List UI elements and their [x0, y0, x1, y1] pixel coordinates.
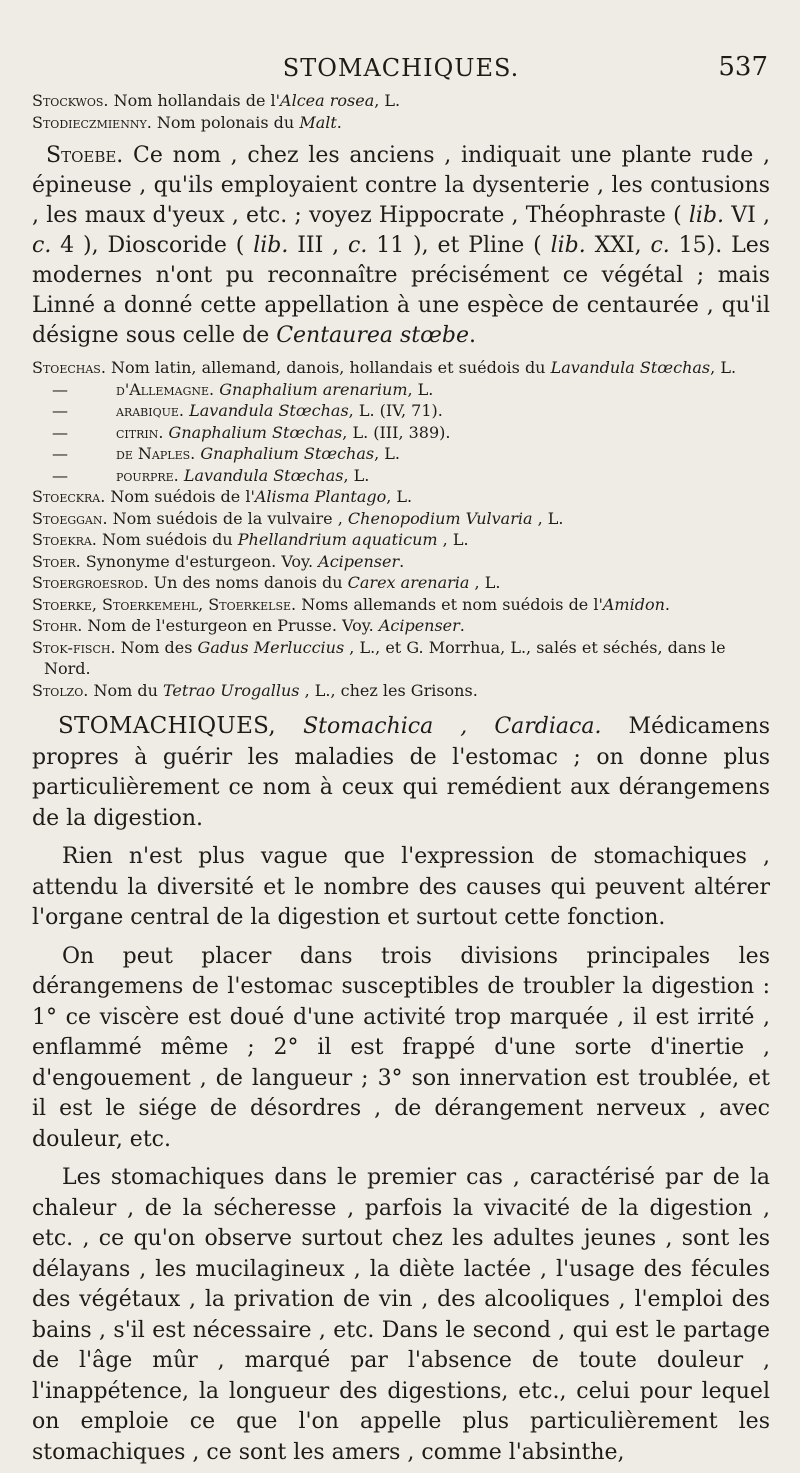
dictionary-entry: Stoer. Synonyme d'esturgeon. Voy. Acipenser.	[32, 551, 405, 571]
page-header	[32, 50, 770, 90]
dictionary-entry: Stoeckra. Nom suédois de l'Alisma Plantago, L.	[32, 487, 413, 506]
dictionary-entry: Stoergroesrod. Un des noms danois du Carex arenaria , L.	[32, 573, 501, 592]
dictionary-entry: Stolzo. Nom du Tetrao Urogallus , L., chez les Grisons.	[32, 680, 478, 700]
dictionary-entry: Stoerke, Stoerkemehl, Stoerkelse. Noms allemands et nom suédois de l'Amidon.	[32, 594, 670, 614]
stoechas-sub-entry: — de Naples. Gnaphalium Stœchas, L.	[52, 444, 400, 463]
stoechas-sub-entry: — arabique. Lavandula Stœchas, L. (IV, 71).	[52, 401, 443, 420]
entry-title: STOMACHIQUES,	[58, 713, 277, 739]
body-paragraph: Rien n'est plus vague que l'expression de stomachiques , attendu la diversité et le nombre des causes qui peuvent altérer l'organe central de la digestion et surtout cette fonction.	[32, 844, 770, 930]
stoebe-entry: Stoebe. Ce nom , chez les anciens , indiquait une plante rude , épineuse , qu'ils employaient contre la dysenterie , les contusions , les maux d'yeux , etc. ; voyez Hippocrate , Théophraste ( lib. VI , c. 4 ), Dioscoride ( lib. III , c. 11 ), et Pline ( lib. XXI, c. 15). Les modernes n'ont pu reconnaître précisément ce végétal ; mais Linné a donné cette appellation à une espèce de centaurée , qu'il désigne sous celle de Centaurea stœbe.	[32, 143, 771, 348]
stoechas-entry: Stoechas. Nom latin, allemand, danois, hollandais et suédois du Lavandula Stœchas, L.	[32, 358, 737, 377]
dictionary-entry: Stohr. Nom de l'esturgeon en Prusse. Voy. Acipenser.	[32, 616, 465, 635]
dictionary-entry: Stodieczmienny. Nom polonais du Malt.	[32, 112, 342, 132]
dictionary-entry: Stockwos. Nom hollandais de l'Alcea rosea, L.	[32, 91, 401, 110]
stomachiques-entry: STOMACHIQUES, Stomachica , Cardiaca. Médicamens propres à guérir les maladies de l'estomac ; on donne plus particulièrement ce nom à ceux qui remédient aux dérangemens de la digestion.	[32, 713, 770, 831]
running-title: STOMACHIQUES.	[282, 54, 520, 82]
body-paragraph: On peut placer dans trois divisions principales les dérangemens de l'estomac susceptibles de troubler la digestion : 1° ce viscère est doué d'une activité trop marquée , il est irrité , enflammé même ; 2° il est frappé d'une sorte d'inertie , d'engouement , de langueur ; 3° son innervation est troublée, et il est le siége de désordres , de dérangement nerveux , avec douleur, etc.	[32, 943, 770, 1152]
dictionary-entry: Stoekra. Nom suédois du Phellandrium aquaticum , L.	[32, 530, 469, 549]
page-number: 537	[718, 52, 768, 82]
body-paragraph: Les stomachiques dans le premier cas , caractérisé par de la chaleur , de la sécheresse , parfois la vivacité de la digestion , etc. , ce qu'on observe surtout chez les adultes jeunes , sont les délayans , les mucilagineux , la diète lactée , l'usage des fécules des végétaux , la privation de vin , des alcooliques , l'emploi des bains , s'il est nécessaire , etc. Dans le second , qui est le partage de l'âge mûr , marqué par l'absence de toute douleur , l'inappétence, la longueur des digestions, etc., celui pour lequel on emploie ce que l'on appelle plus particulièrement les stomachiques , ce sont les amers , comme l'absinthe,	[32, 1165, 770, 1465]
stoechas-sub-entry: — pourpre. Lavandula Stœchas, L.	[52, 465, 370, 485]
dictionary-entry: Stok-fisch. Nom des Gadus Merluccius , L., et G. Morrhua, L., salés et séchés, dans le Nord.	[32, 637, 726, 678]
stoechas-sub-entry: — d'Allemagne. Gnaphalium arenarium, L.	[52, 379, 434, 399]
dictionary-entry: Stoeggan. Nom suédois de la vulvaire , Chenopodium Vulvaria , L.	[32, 508, 564, 528]
stoechas-sub-entry: — citrin. Gnaphalium Stœchas, L. (III, 389).	[52, 422, 451, 442]
